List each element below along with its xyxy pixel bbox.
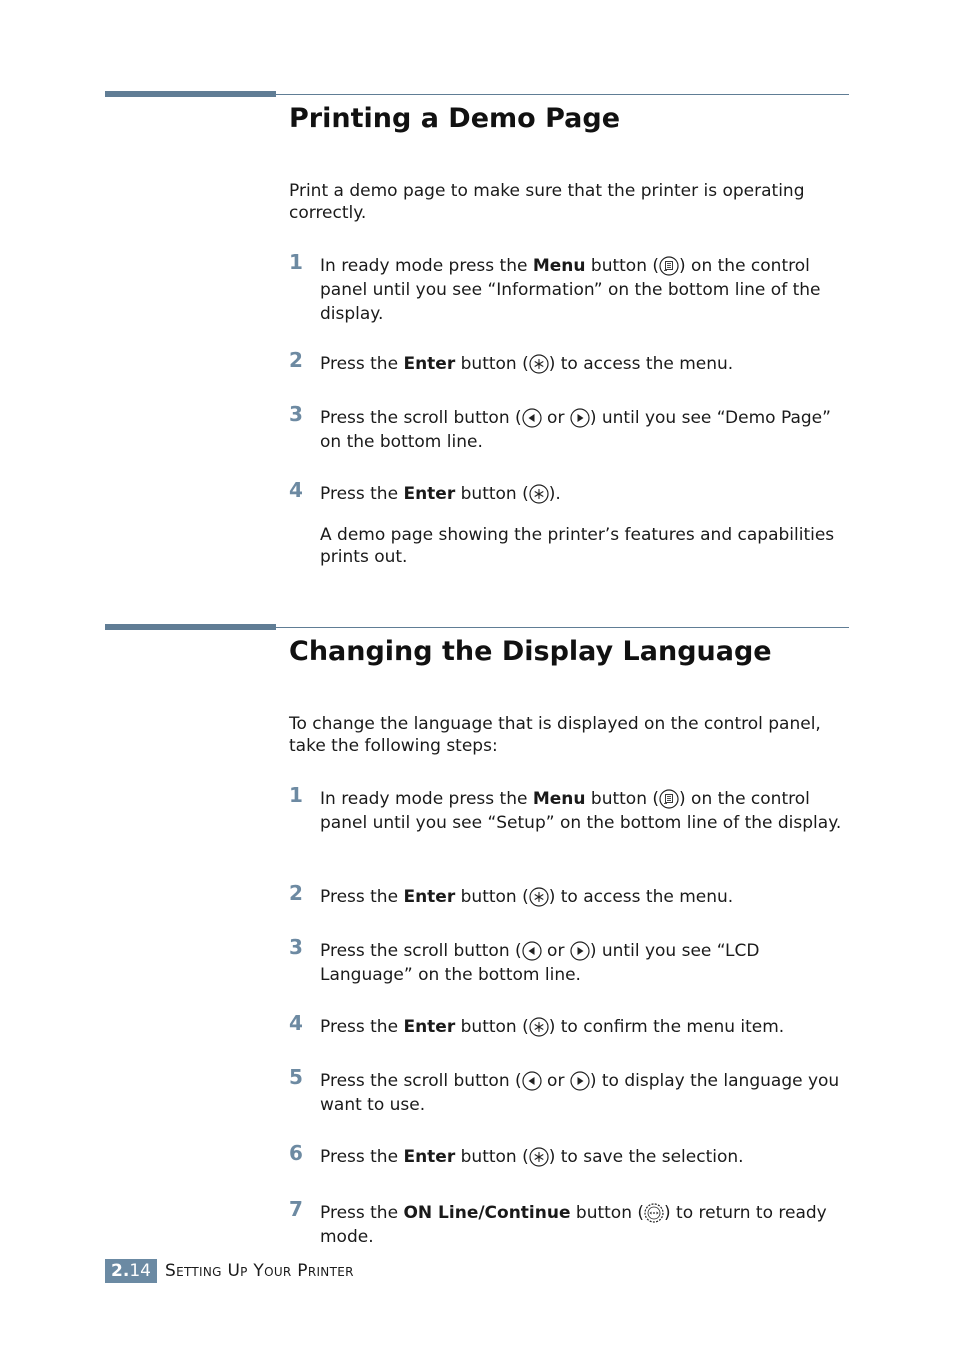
section-rule-thick [105, 624, 276, 630]
enter-icon [529, 1147, 549, 1167]
chapter-number: 2. [111, 1261, 130, 1281]
step-number: 6 [289, 1141, 303, 1165]
menu-icon [659, 256, 679, 276]
scroll-left-icon [522, 941, 542, 961]
page-number-badge [105, 1259, 157, 1283]
section-intro: To change the language that is displayed on the control panel, take the following steps: [289, 714, 821, 756]
scroll-left-icon [522, 408, 542, 428]
enter-icon [529, 354, 549, 374]
step-text: Press the Enter button ( ). A demo page showing the printer’s features and capabilities prints out. [320, 482, 854, 568]
menu-icon [659, 789, 679, 809]
step-text: Press the scroll button ( or ) to display the language you want to use. [320, 1071, 840, 1115]
step-number: 1 [289, 783, 303, 807]
step-text: Press the Enter button ( ) to save the selection. [320, 1147, 744, 1167]
enter-icon [529, 887, 549, 907]
step-number: 3 [289, 935, 303, 959]
step-number: 1 [289, 250, 303, 274]
section-title: Changing the Display Language [289, 636, 772, 667]
step-text: Press the Enter button ( ) to confirm the menu item. [320, 1017, 785, 1037]
online-continue-icon [644, 1203, 664, 1223]
enter-icon [529, 484, 549, 504]
step-number: 4 [289, 478, 303, 502]
step-text: In ready mode press the Menu button ( ) on the control panel until you see “Information” on the bottom line of the display. [320, 256, 821, 324]
step-number: 4 [289, 1011, 303, 1035]
scroll-left-icon [522, 1071, 542, 1091]
step-number: 2 [289, 348, 303, 372]
step-text: Press the Enter button ( ) to access the menu. [320, 887, 734, 907]
step-text: Press the ON Line/Continue button ( ) to return to ready mode. [320, 1203, 827, 1247]
section-rule-thick [105, 91, 276, 97]
section-rule-thin [276, 627, 849, 628]
step-text: Press the scroll button ( or ) until you see “LCD Language” on the bottom line. [320, 941, 760, 985]
section-rule-thin [276, 94, 849, 95]
step-number: 5 [289, 1065, 303, 1089]
step-text: In ready mode press the Menu button ( ) on the control panel until you see “Setup” on the bottom line of the display. [320, 789, 842, 833]
step-number: 3 [289, 402, 303, 426]
step-number: 2 [289, 881, 303, 905]
scroll-right-icon [570, 408, 590, 428]
page-number: 14 [129, 1261, 151, 1281]
chapter-title: Setting Up Your Printer [165, 1261, 354, 1281]
step-text: Press the scroll button ( or ) until you see “Demo Page” on the bottom line. [320, 408, 831, 452]
step-number: 7 [289, 1197, 303, 1221]
scroll-right-icon [570, 941, 590, 961]
scroll-right-icon [570, 1071, 590, 1091]
section-title: Printing a Demo Page [289, 103, 621, 134]
enter-icon [529, 1017, 549, 1037]
section-intro: Print a demo page to make sure that the printer is operating correctly. [289, 181, 805, 223]
step-text: Press the Enter button ( ) to access the menu. [320, 354, 734, 374]
step-note: A demo page showing the printer’s features and capabilities prints out. [320, 525, 835, 567]
